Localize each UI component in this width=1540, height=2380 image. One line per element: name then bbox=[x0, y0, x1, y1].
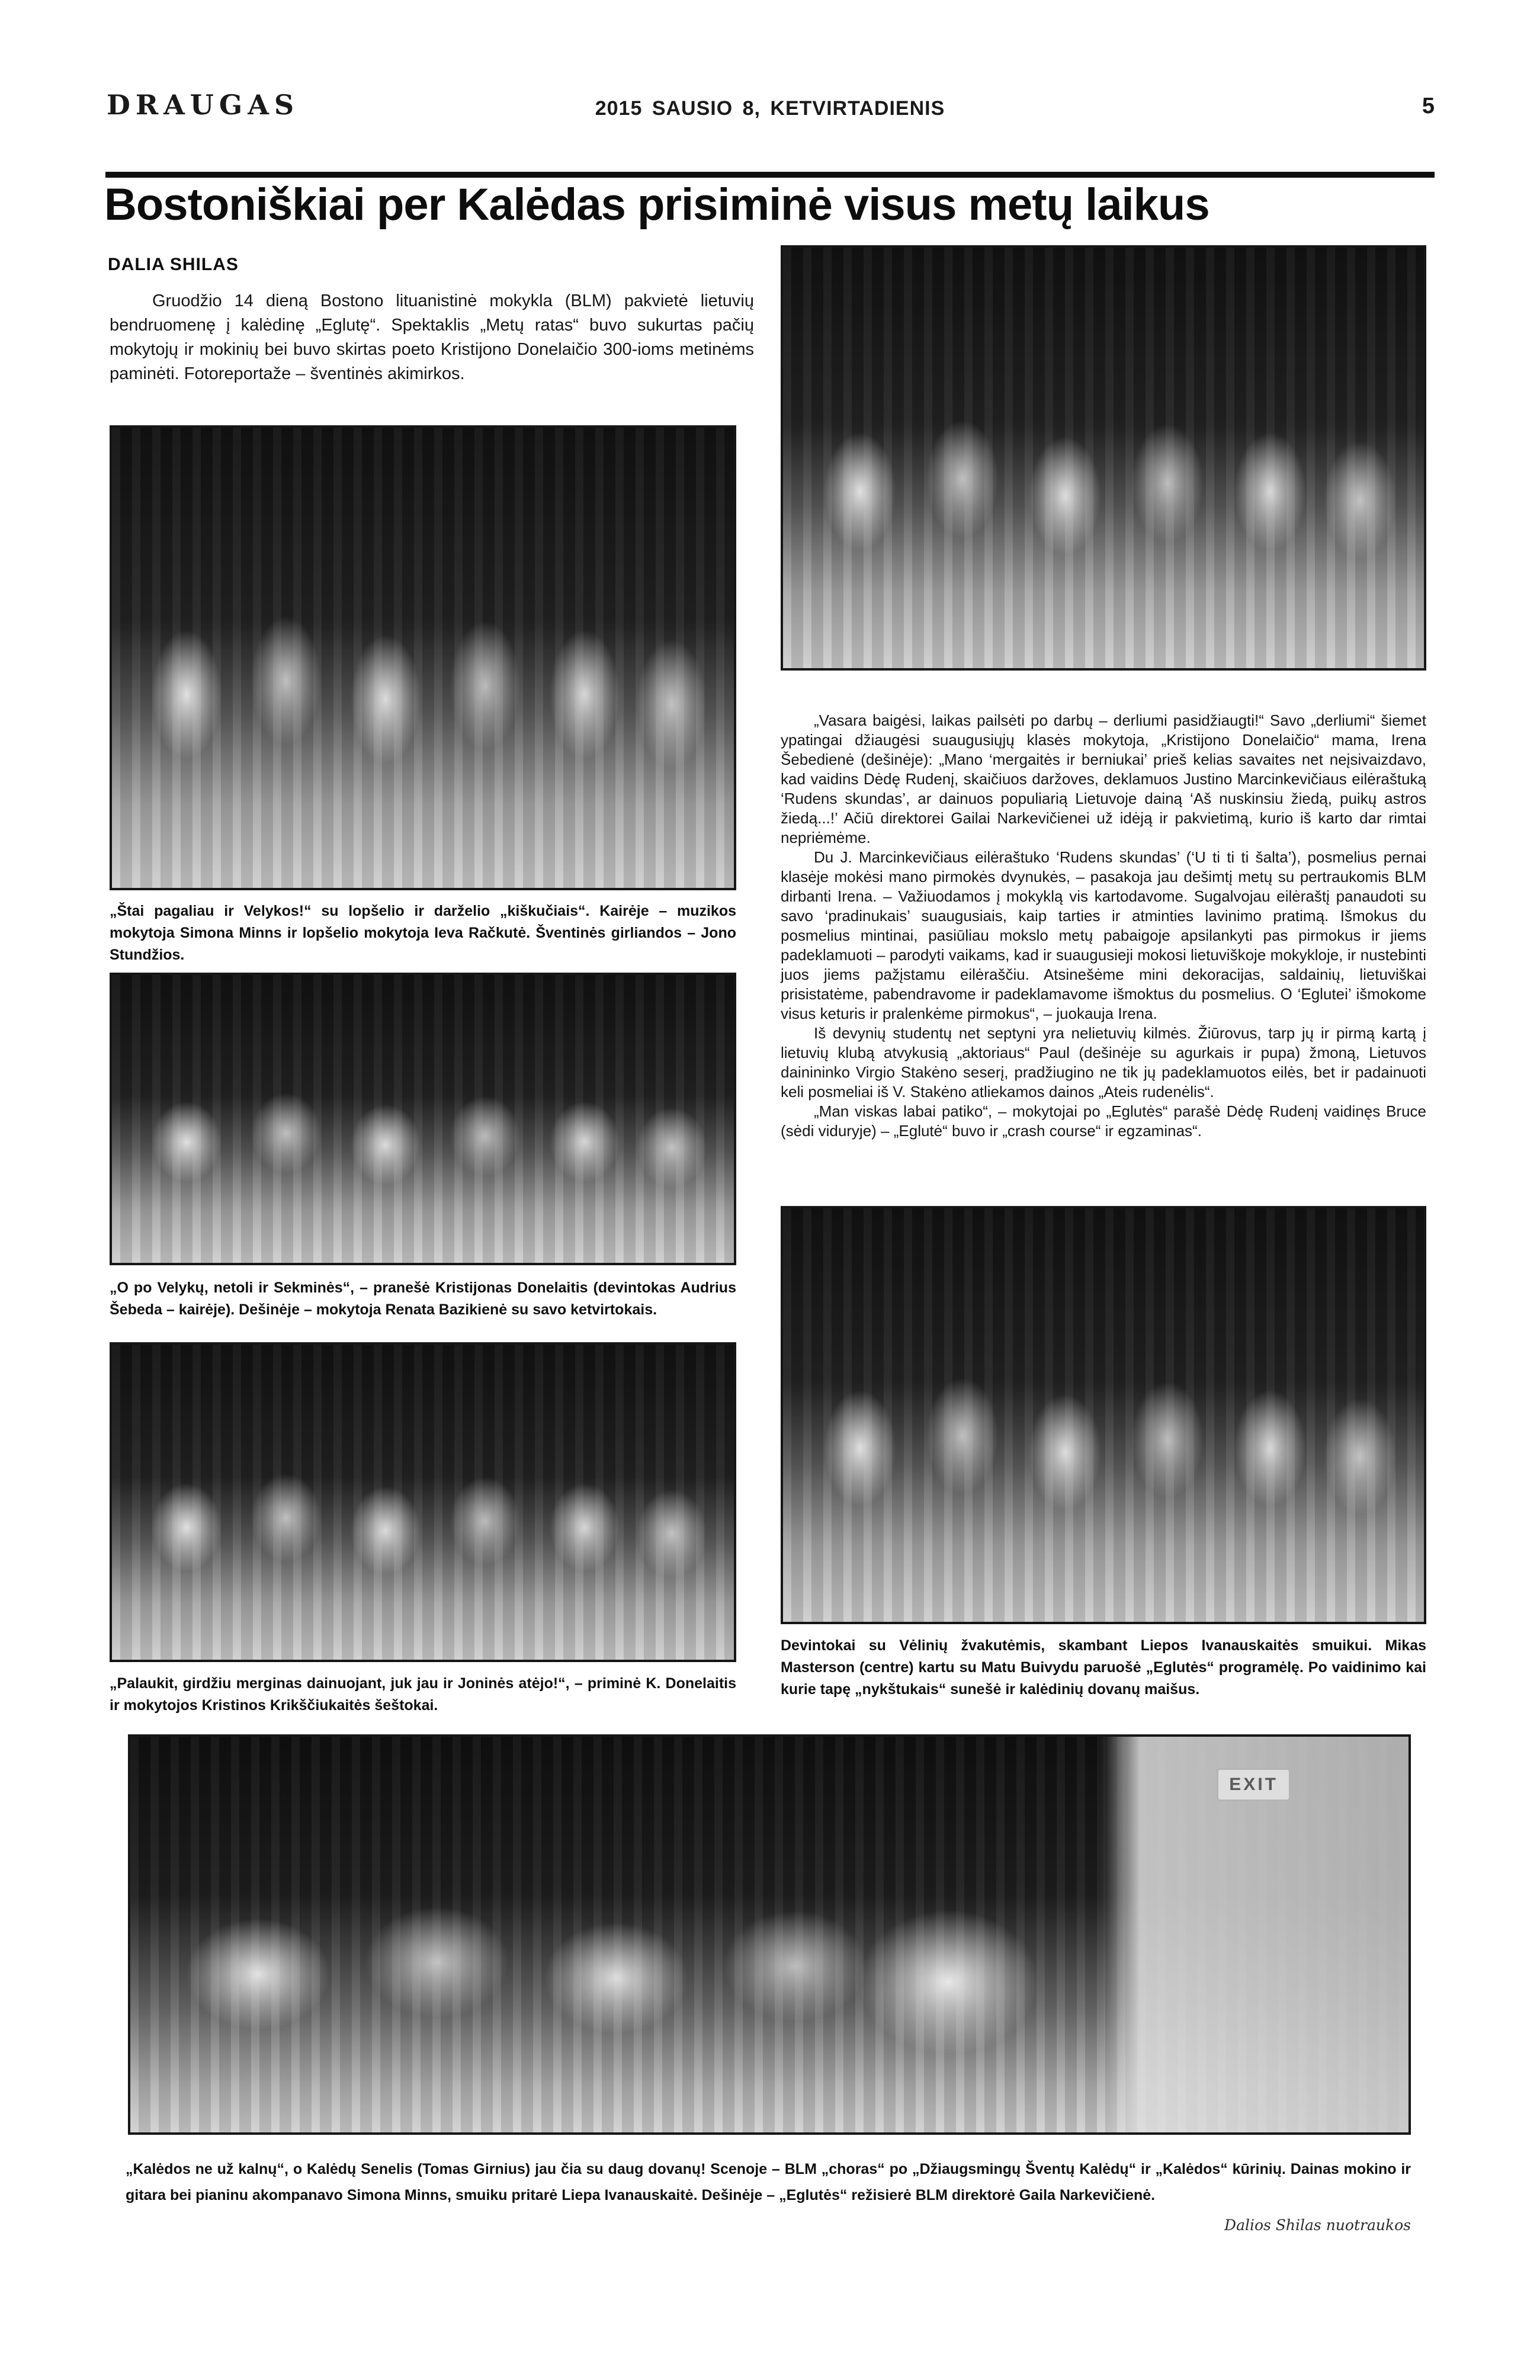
photo-allsouls-candles-scene bbox=[781, 1206, 1426, 1624]
body-paragraph: Iš devynių studentų net septyni yra nelietuvių kilmės. Žiūrovus, tarp jų ir pirmą kartą į lietuvių klubą atvykusią „aktoriaus“ Paul (dešinėje su agurkais ir pupa) žmoną, Lietuvos dainininko Virgio Stakėno seserį, pradžiugino ne tik jų padeklamuotos eilės, bet ir padainuoti keli posmeliai iš V. Stakėno atliekamos dainos „Ateis rudenėlis“. bbox=[781, 1024, 1426, 1101]
photo-santa-finale bbox=[128, 1734, 1411, 2135]
photo-pentecost-scene bbox=[110, 973, 736, 1265]
masthead: DRAUGAS bbox=[107, 89, 300, 121]
photo-credit: Dalios Shilas nuotraukos bbox=[1224, 2217, 1411, 2234]
article-body bbox=[781, 711, 1426, 1141]
byline: DALIA SHILAS bbox=[108, 255, 239, 274]
dateline: 2015 SAUSIO 8, KETVIRTADIENIS bbox=[595, 97, 945, 120]
page-number: 5 bbox=[1422, 94, 1435, 118]
header-rule bbox=[105, 172, 1435, 178]
headline: Bostoniškiai per Kalėdas prisiminė visus metų laikus bbox=[104, 179, 1209, 230]
exit-sign: EXIT bbox=[1217, 1768, 1291, 1801]
caption-photo-left-1: „Štai pagaliau ir Velykos!“ su lopšelio ir darželio „kiškučiais“. Kairėje – muzikos mokytoja Simona Minns ir lopšelio mokytoja Ieva Račkutė. Šventinės girliandos – Jono Stundžios. bbox=[110, 903, 736, 963]
caption-photo-left-2: „O po Velykų, netoli ir Sekminės“, – pranešė Kristijonas Donelaitis (devintokas Audrius Šebeda – kairėje). Dešinėje – mokytoja Renata Bazikienė su savo ketvirtokais. bbox=[110, 1279, 736, 1318]
body-paragraph: „Man viskas labai patiko“, – mokytojai po „Eglutės“ parašė Dėdę Rudenį vaidinęs Bruce (sėdi viduryje) – „Eglutė“ buvo ir „crash course“ ir egzaminas“. bbox=[781, 1102, 1426, 1140]
caption-photo-left-3: „Palaukit, girdžiu merginas dainuojant, juk jau ir Joninės atėjo!“, – priminė K. Donelaitis ir mokytojos Kristinos Krikščiukaitės šeštokai. bbox=[110, 1675, 736, 1714]
lede-text: Gruodžio 14 dieną Bostono lituanistinė mokykla (BLM) pakvietė lietuvių bendruomenę į kalėdinę „Eglutę“. Spektaklis „Metų ratas“ buvo sukurtas pačių mokytojų ir mokinių bei buvo skirtas poeto Kristijono Donelaičio 300-ioms metinėms paminėti. Fotoreportaže – šventinės akimirkos. bbox=[110, 291, 754, 383]
body-paragraph: Du J. Marcinkevičiaus eilėraštuko ‘Rudens skundas’ (‘U ti ti ti šalta’), posmelius pernai klasėje mokėsi mano pirmokės dvynukės, – pasakoja jau dešimtį metų su pertraukomis BLM dirbanti Irena. – Važiuodamos į mokyklą vis kartodavome. Sugalvojau eilėraštį panaudoti su savo ‘pradinukais’ suaugusiais, kaip tarties ir atminties lavinimo pratimą. Išmokus du posmelius mintinai, pasiūliau mokslo metų pabaigoje apsilankyti pas pirmokus ir jiems padeklamuoti – parodyti vaikams, kad ir suaugusieji mokosi lietuviškoje mokykloje, ir nustebinti juos jiems pažįstamu eilėraščiu. Atsinešėme mini dekoracijas, saldainių, lietuviškai prisistatėme, pabendravome ir padeklamavome išmoktus du posmelius. O ‘Eglutei’ išmokome visus keturis ir pralenkėme pirmokus“, – juokauja Irena. bbox=[781, 848, 1426, 1022]
photo-midsummer-scene bbox=[110, 1342, 736, 1662]
photo-easter-bunnies bbox=[110, 425, 736, 890]
body-paragraph: „Vasara baigėsi, laikas pailsėti po darbų – derliumi pasidžiaugti!“ Savo „derliumi“ šiemet ypatingai džiaugėsi suaugusiųjų klasės mokytoja, „Kristijono Donelaičio“ mama, Irena Šebedienė (dešinėje): „Mano ‘mergaitės ir berniukai’ prieš kelias savaites net neįsivaizdavo, kad vaidins Dėdę Rudenį, skaičiuos daržoves, deklamuos Justino Marcinkevičiaus eilėraštuką ‘Rudens skundas’, ar dainuos populiarią Lietuvoje dainą ‘Aš nuskinsiu žiedą, puikų astros žiedą...!’ Ačiū direktorei Gailai Narkevičienei už idėją ir pakvietimą, kurio iš karto dar rimtai nepriėmėme. bbox=[781, 711, 1426, 846]
lede-paragraph bbox=[110, 289, 754, 386]
caption-photo-bottom: „Kalėdos ne už kalnų“, o Kalėdų Senelis (Tomas Girnius) jau čia su daug dovanų! Scenoje – BLM „choras“ po „Džiaugsmingų Šventų Kalėdų“ ir „Kalėdos“ kūrinių. Dainas mokino ir gitara bei pianinu akompanavo Simona Minns, smuiku pritarė Liepa Ivanauskaitė. Dešinėje – „Eglutės“ režisierė BLM direktorė Gaila Narkevičienė. bbox=[126, 2161, 1411, 2203]
caption-photo-right-2: Devintokai su Vėlinių žvakutėmis, skambant Liepos Ivanauskaitės smuikui. Mikas Masterson (centre) kartu su Matu Buivydu paruošė „Eglutės“ programėlę. Po vaidinimo kai kurie tapę „nykštukais“ sunešė ir kalėdinių dovanų maišus. bbox=[781, 1637, 1426, 1698]
photo-autumn-harvest-scene bbox=[781, 245, 1426, 671]
